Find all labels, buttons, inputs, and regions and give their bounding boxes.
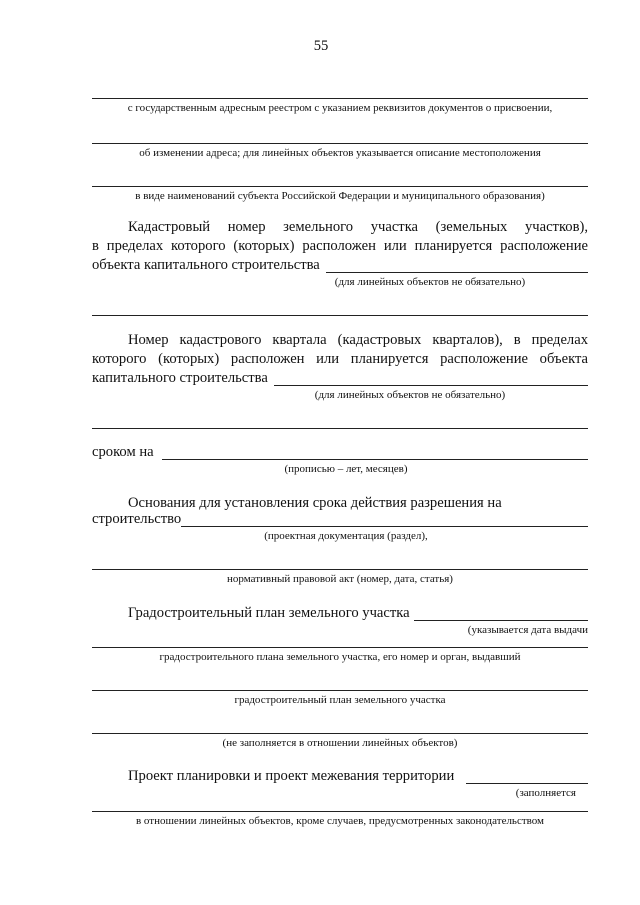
gradplan-field-line-2[interactable] (92, 647, 588, 648)
cadastral-quarter-text-2: которого (которых) расположен или планируется расположение объекта (92, 351, 588, 367)
gradplan-hint-4: (не заполняется в отношении линейных объектов) (222, 737, 458, 749)
planning-field-line[interactable] (466, 783, 588, 784)
planning-label: Проект планировки и проект межевания территории (128, 768, 455, 784)
gradplan-field-line[interactable] (414, 620, 588, 621)
cadastral-number-text-3: объекта капитального строительства (92, 257, 320, 273)
planning-hint-1: (заполняется (515, 787, 576, 799)
gradplan-field-line-3[interactable] (92, 690, 588, 691)
cadastral-quarter-field-line-2[interactable] (92, 428, 588, 429)
address-hint-3: в виде наименований субъекта Российской Федерации и муниципального образования) (135, 190, 545, 202)
grounds-field-line-2[interactable] (92, 569, 588, 570)
gradplan-field-line-4[interactable] (92, 733, 588, 734)
address-field-line-2[interactable] (92, 143, 588, 144)
cadastral-number-text-2: в пределах которого (которых) расположен или планируется расположение (92, 238, 588, 254)
grounds-text-2: строительство (92, 511, 182, 527)
cadastral-quarter-hint: (для линейных объектов не обязательно) (314, 389, 506, 401)
term-hint: (прописью – лет, месяцев) (284, 463, 408, 475)
gradplan-hint-3: градостроительный план земельного участка (234, 694, 446, 706)
grounds-text-1: Основания для установления срока действия разрешения на (128, 495, 502, 511)
cadastral-number-hint: (для линейных объектов не обязательно) (334, 276, 526, 288)
address-field-line-3[interactable] (92, 186, 588, 187)
page-number: 55 (313, 38, 329, 54)
gradplan-label: Градостроительный план земельного участка (128, 605, 410, 621)
grounds-hint-2: нормативный правовой акт (номер, дата, статья) (227, 573, 453, 585)
cadastral-quarter-text-1: Номер кадастрового квартала (кадастровых кварталов), в пределах (128, 332, 588, 348)
address-hint-1: с государственным адресным реестром с указанием реквизитов документов о присвоении, (127, 102, 553, 114)
cadastral-number-field-line[interactable] (326, 272, 588, 273)
gradplan-hint-1: (указывается дата выдачи (467, 624, 588, 636)
cadastral-quarter-field-line[interactable] (274, 385, 588, 386)
address-field-line[interactable] (92, 98, 588, 99)
planning-field-line-2[interactable] (92, 811, 588, 812)
cadastral-number-text-1: Кадастровый номер земельного участка (земельных участков), (128, 219, 588, 235)
term-label: сроком на (92, 444, 154, 460)
grounds-hint-1: (проектная документация (раздел), (264, 530, 428, 542)
grounds-field-line[interactable] (181, 526, 588, 527)
cadastral-number-field-line-2[interactable] (92, 315, 588, 316)
cadastral-quarter-text-3: капитального строительства (92, 370, 268, 386)
gradplan-hint-2: градостроительного плана земельного участка, его номер и орган, выдавший (159, 651, 521, 663)
address-hint-2: об изменении адреса; для линейных объектов указывается описание местоположения (139, 147, 541, 159)
term-field-line[interactable] (162, 459, 588, 460)
planning-hint-2: в отношении линейных объектов, кроме случаев, предусмотренных законодательством (135, 815, 545, 827)
